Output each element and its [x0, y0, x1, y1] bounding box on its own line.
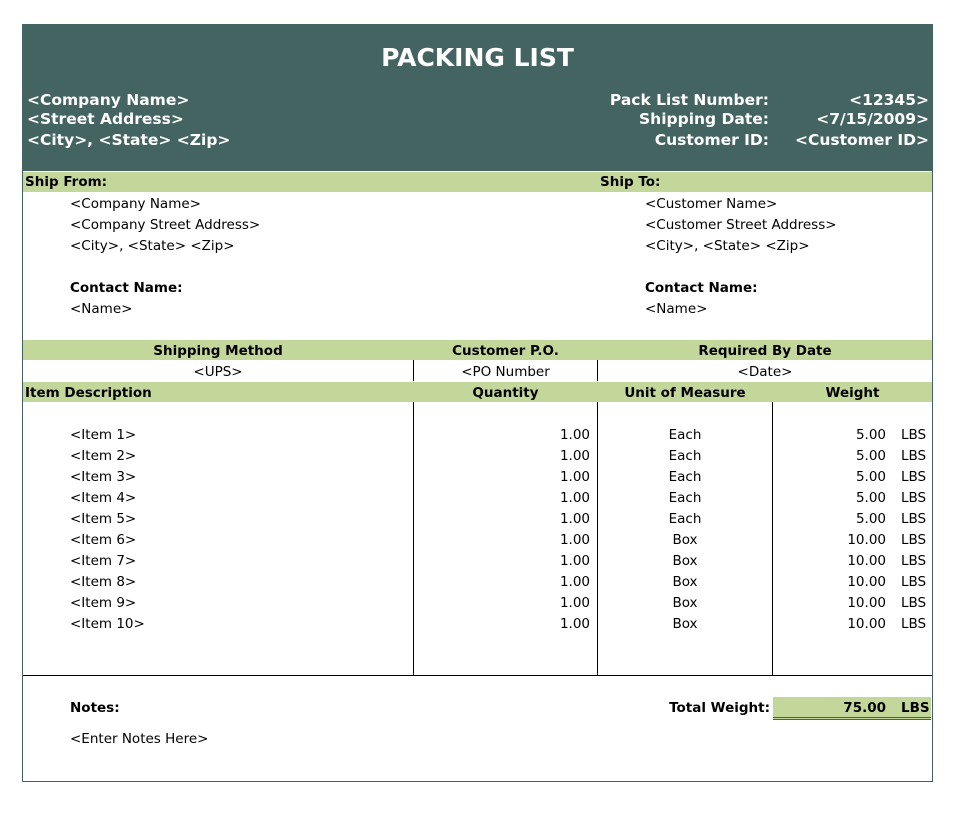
item-weight: 5.00 [855, 469, 886, 485]
customer-id-value: <Customer ID> [794, 131, 929, 149]
item-unit: Box [672, 616, 698, 632]
ship-to-company: <Customer Name> [645, 196, 778, 212]
item-weight: 5.00 [855, 448, 886, 464]
unit-of-measure-header: Unit of Measure [624, 385, 746, 401]
item-quantity: 1.00 [559, 553, 590, 569]
item-quantity: 1.00 [559, 511, 590, 527]
pack-list-number-label: Pack List Number: [609, 91, 769, 109]
total-weight-unit: LBS [901, 700, 930, 716]
item-weight-unit: LBS [901, 469, 927, 485]
shipping-method-label: Shipping Method [153, 343, 283, 359]
ship-from-contact-name: <Name> [70, 301, 133, 317]
item-description: <Item 8> [70, 574, 137, 590]
shipping-method-value: <UPS> [193, 364, 243, 380]
table-row [23, 488, 932, 508]
item-weight: 10.00 [847, 616, 886, 632]
ship-from-street: <Company Street Address> [70, 217, 261, 233]
total-weight-label: Total Weight: [669, 700, 770, 716]
required-by-date-label: Required By Date [698, 343, 832, 359]
shipping-date-label: Shipping Date: [639, 110, 769, 128]
item-description: <Item 9> [70, 595, 137, 611]
item-weight: 10.00 [847, 595, 886, 611]
item-weight-unit: LBS [901, 490, 927, 506]
item-description: <Item 10> [70, 616, 145, 632]
table-row [23, 530, 932, 550]
ship-to-street: <Customer Street Address> [645, 217, 837, 233]
item-description: <Item 4> [70, 490, 137, 506]
header-street-address: <Street Address> [27, 110, 184, 128]
item-quantity: 1.00 [559, 469, 590, 485]
ship-from-company: <Company Name> [70, 196, 201, 212]
item-description: <Item 3> [70, 469, 137, 485]
header-city-state-zip: <City>, <State> <Zip> [27, 131, 231, 149]
table-row [23, 446, 932, 466]
item-quantity: 1.00 [559, 427, 590, 443]
item-unit: Box [672, 574, 698, 590]
item-weight-unit: LBS [901, 427, 927, 443]
item-unit: Box [672, 532, 698, 548]
table-row [23, 614, 932, 634]
item-weight-unit: LBS [901, 553, 927, 569]
notes-label: Notes: [70, 700, 120, 716]
item-weight: 10.00 [847, 532, 886, 548]
item-quantity: 1.00 [559, 574, 590, 590]
item-description: <Item 2> [70, 448, 137, 464]
pack-list-number-value: <12345> [849, 91, 929, 109]
item-weight-unit: LBS [901, 511, 927, 527]
weight-header: Weight [825, 385, 880, 401]
item-quantity: 1.00 [559, 532, 590, 548]
item-unit: Each [668, 511, 702, 527]
table-row [23, 467, 932, 487]
ship-to-contact-label: Contact Name: [645, 280, 758, 296]
item-unit: Each [668, 490, 702, 506]
item-weight: 5.00 [855, 511, 886, 527]
total-weight-value: 75.00 [843, 700, 886, 716]
table-row [23, 593, 932, 613]
item-unit: Box [672, 553, 698, 569]
item-unit: Each [668, 469, 702, 485]
ship-to-label: Ship To: [600, 174, 661, 190]
table-row [23, 572, 932, 592]
shipping-date-value: <7/15/2009> [816, 110, 929, 128]
item-weight: 5.00 [855, 427, 886, 443]
ship-from-contact-label: Contact Name: [70, 280, 183, 296]
ship-band [23, 172, 932, 192]
item-quantity: 1.00 [559, 490, 590, 506]
item-quantity: 1.00 [559, 595, 590, 611]
item-weight-unit: LBS [901, 574, 927, 590]
ship-to-city: <City>, <State> <Zip> [645, 238, 810, 254]
header-company-name: <Company Name> [27, 91, 190, 109]
item-weight-unit: LBS [901, 532, 927, 548]
item-weight-unit: LBS [901, 448, 927, 464]
ship-to-contact-name: <Name> [645, 301, 708, 317]
quantity-header: Quantity [472, 385, 539, 401]
items-bottom-rule [23, 675, 932, 676]
required-by-date-value: <Date> [737, 364, 793, 380]
item-weight: 10.00 [847, 553, 886, 569]
item-unit: Each [668, 427, 702, 443]
item-description-header: Item Description [25, 385, 152, 401]
item-weight: 10.00 [847, 574, 886, 590]
item-quantity: 1.00 [559, 616, 590, 632]
item-weight-unit: LBS [901, 595, 927, 611]
customer-id-label: Customer ID: [654, 131, 769, 149]
item-weight: 5.00 [855, 490, 886, 506]
table-row [23, 425, 932, 445]
page-title: PACKING LIST [381, 43, 574, 72]
customer-po-value: <PO Number [461, 364, 550, 380]
ship-from-city: <City>, <State> <Zip> [70, 238, 235, 254]
ship-from-label: Ship From: [25, 174, 108, 190]
table-row [23, 551, 932, 571]
notes-value[interactable]: <Enter Notes Here> [70, 731, 209, 747]
item-description: <Item 5> [70, 511, 137, 527]
item-weight-unit: LBS [901, 616, 927, 632]
table-row [23, 509, 932, 529]
item-unit: Box [672, 595, 698, 611]
item-description: <Item 1> [70, 427, 137, 443]
customer-po-label: Customer P.O. [452, 343, 559, 359]
item-quantity: 1.00 [559, 448, 590, 464]
item-description: <Item 7> [70, 553, 137, 569]
item-description: <Item 6> [70, 532, 137, 548]
item-unit: Each [668, 448, 702, 464]
